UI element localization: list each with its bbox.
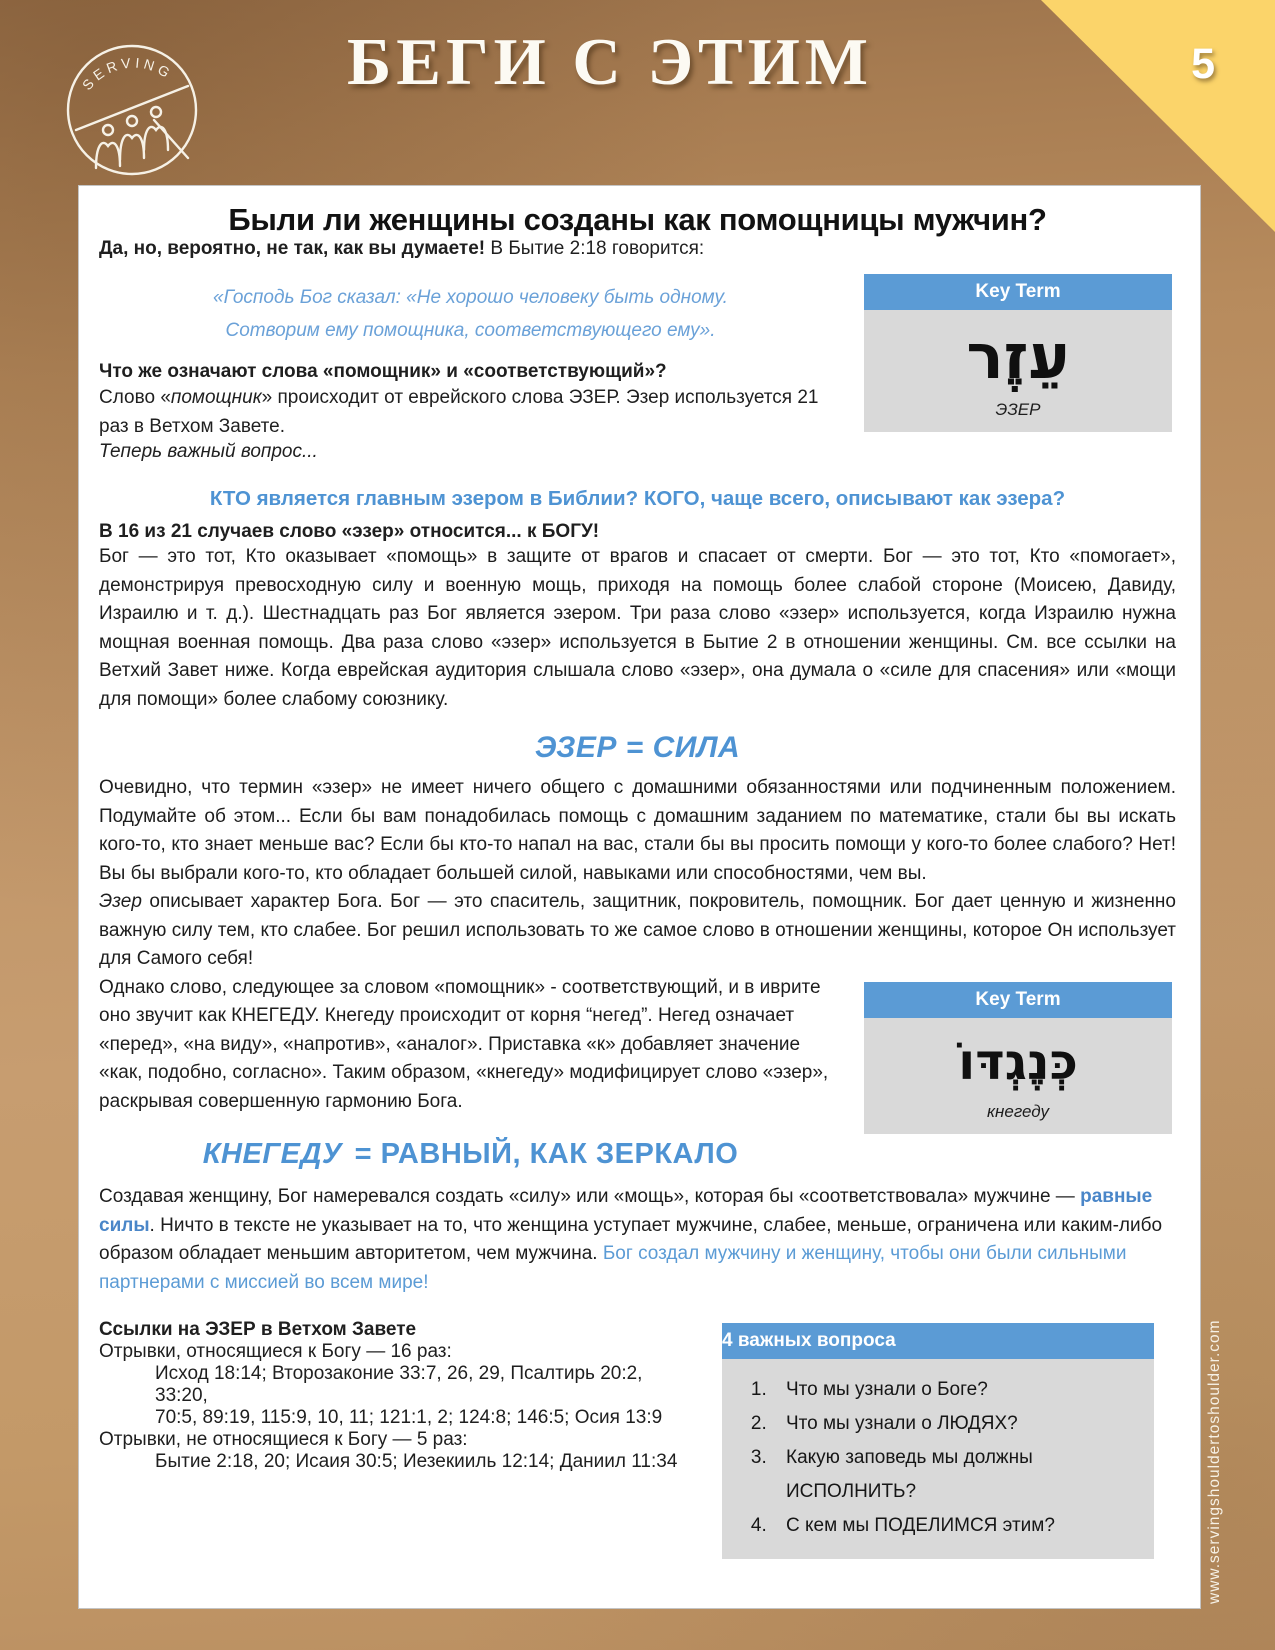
hebrew-word-kneged: כְּנֶגְדּוֹ (958, 1032, 1078, 1091)
obvious-paragraph: Очевидно, что термин «эзер» не имеет ничего общего с домашними обязанностями или подчиненным положением. Подумайте об этом... Если бы вам понадобилась помощь с домашним заданием по математике, стали бы вы искать кого-то, кто знает меньше вас? Если бы кто-то напал на вас, стали бы вы просить помощи у кого-то более слабого? Нет! Вы бы выбрали кого-то, кто обладает большей силой, навыками или способностями, чем вы. (99, 777, 1176, 884)
page-title: БЕГИ С ЭТИМ (346, 25, 874, 99)
ezer-italic-word: Эзер (99, 891, 142, 912)
equal-pre-text: Создавая женщину, Бог намеревался создать «силу» или «мощь», которая бы «соответствовала» мужчине — (99, 1186, 1081, 1207)
quote-line-1: «Господь Бог сказал: «Не хорошо человеку быть одному. (213, 287, 728, 308)
fact-paragraph: Бог — это тот, Кто оказывает «помощь» в защите от врагов и спасает от смерти. Бог — это тот, Кто «помогает», демонстрируя превосходную силу и военную мощь, приходя на помощь более слабой стороне (Моисею, Давиду, Израилю и т. д.). Шестнадцать раз Бог является эзером. Три раза слово «эзер» используется, когда Израилю нужна мощная военная помощь. Два раза слово «эзер» используется в Бытие 2 в отношении женщины. См. все ссылки на Ветхий Завет ниже. Когда еврейская аудитория слышала слово «эзер», она думала о «силе для спасения» или «мощи для помощи» более слабому союзнику. (99, 546, 1176, 710)
question-body-pre: Слово « (99, 387, 171, 408)
key-term-box-kneged (864, 982, 1172, 1135)
kneged-italic-word: КНЕГЕДУ (202, 1138, 343, 1170)
equal-strength-highlight: равные силы (99, 1186, 1153, 1236)
blue-question-heading: КТО является главным эзером в Библии? КОГО, чаще всего, описывают как эзера? (209, 487, 1066, 510)
questions-list (722, 1373, 1154, 1543)
content-card (78, 185, 1201, 1609)
references-notgod-line: Бытие 2:18, 20; Исаия 30:5; Иезекииль 12:14; Даниил 11:34 (155, 1451, 678, 1472)
key-term-body (864, 310, 1172, 432)
key-term-caption: ЭЗЕР (995, 399, 1041, 419)
kneged-heading-rest: = РАВНЫЙ, КАК ЗЕРКАЛО (354, 1138, 739, 1170)
references-god-line-1: Исход 18:14; Второзаконие 33:7, 26, 29, Псалтирь 20:2, 33:20, (155, 1363, 643, 1406)
references-title: Ссылки на ЭЗЕР в Ветхом Завете (99, 1319, 417, 1340)
kneged-equals-heading (99, 1138, 918, 1171)
question-body-italic: помощник (170, 387, 262, 408)
serving-logo-text: SERVING (78, 54, 177, 94)
quote-line-2: Сотворим ему помощника, соответствующего ему». (225, 320, 716, 341)
hebrew-word-ezer: עֵזֶר (966, 320, 1070, 393)
key-term-header: Key Term (864, 274, 1172, 310)
equal-strength-paragraph (99, 1183, 1176, 1297)
ezer-character-text: описывает характер Бога. Бог — это спаситель, защитник, покровитель, помощник. Бог дает ценную и жизненно важную силу тем, кто слабее. Бог решил использовать то же самое слово в отношении женщины, которое Он использует для Самого себя! (99, 891, 1176, 969)
strong-partners-highlight: Бог создал мужчину и женщину, чтобы они были сильными партнерами с миссией во всем мире! (99, 1243, 1127, 1293)
intro-paragraph (99, 238, 1176, 260)
article-title: Были ли женщины созданы как помощницы мужчин? (228, 202, 1047, 237)
serving-logo (62, 34, 202, 180)
references-notgod-label: Отрывки, не относящиеся к Богу — 5 раз: (99, 1429, 468, 1450)
important-question-note: Теперь важный вопрос... (99, 441, 318, 462)
question-body-post: » происходит от еврейского слова ЭЗЕР. Эзер используется 21 раз в Ветхом Завете. (99, 387, 819, 437)
question-heading: Что же означают слова «помощник» и «соответствующий»? (99, 361, 667, 382)
question-item: 1. Что мы узнали о Боге? (772, 1373, 1146, 1407)
ezer-character-paragraph (99, 888, 1176, 974)
question-body (99, 383, 847, 441)
references-god-line-2: 70:5, 89:19, 115:9, 10, 11; 121:1, 2; 124:8; 146:5; Осия 13:9 (155, 1407, 663, 1428)
key-term-body (864, 1018, 1172, 1135)
intro-rest-text: В Бытие 2:18 говорится: (485, 238, 705, 259)
four-questions-header: 4 важных вопроса (722, 1323, 1154, 1359)
question-item: 3. Какую заповедь мы должны ИСПОЛНИТЬ? (772, 1441, 1146, 1509)
four-questions-body (722, 1359, 1154, 1559)
website-url: www.servingshouldertoshoulder.com (1206, 1319, 1223, 1604)
question-item: 4. С кем мы ПОДЕЛИМСЯ этим? (772, 1509, 1146, 1543)
key-term-box-ezer (864, 274, 1172, 432)
four-questions-box (722, 1323, 1154, 1559)
question-item: 2. Что мы узнали о ЛЮДЯХ? (772, 1407, 1146, 1441)
intro-bold-text: Да, но, вероятно, не так, как вы думаете! (99, 238, 486, 259)
equal-mid-text: . Ничто в тексте не указывает на то, что женщина уступает мужчине, слабее, меньше, ограничена или каким-либо образом обладает меньшим авторитетом, чем мужчина. (99, 1214, 1163, 1264)
references-god-label: Отрывки, относящиеся к Богу — 16 раз: (99, 1341, 452, 1362)
bottom-section (99, 1319, 1176, 1536)
fact-heading: В 16 из 21 случаев слово «эзер» относится... к БОГУ! (99, 521, 600, 542)
page-number: 5 (1191, 40, 1215, 88)
ezer-equals-strength-heading: ЭЗЕР = СИЛА (534, 731, 741, 764)
kneged-paragraph: Однако слово, следующее за словом «помощник» - соответствующий, и в иврите оно звучит как КНЕГЕДУ. Кнегеду происходит от корня “негед”. Негед означает «перед», «на виду», «напротив», «аналог». Приставка «к» добавляет значение «как, подобно, согласно». Таким образом, «кнегеду» модифицирует слово «эзер», раскрывая совершенную гармонию Бога. (99, 976, 829, 1112)
key-term-header: Key Term (864, 982, 1172, 1018)
key-term-caption: кнегеду (987, 1102, 1049, 1121)
